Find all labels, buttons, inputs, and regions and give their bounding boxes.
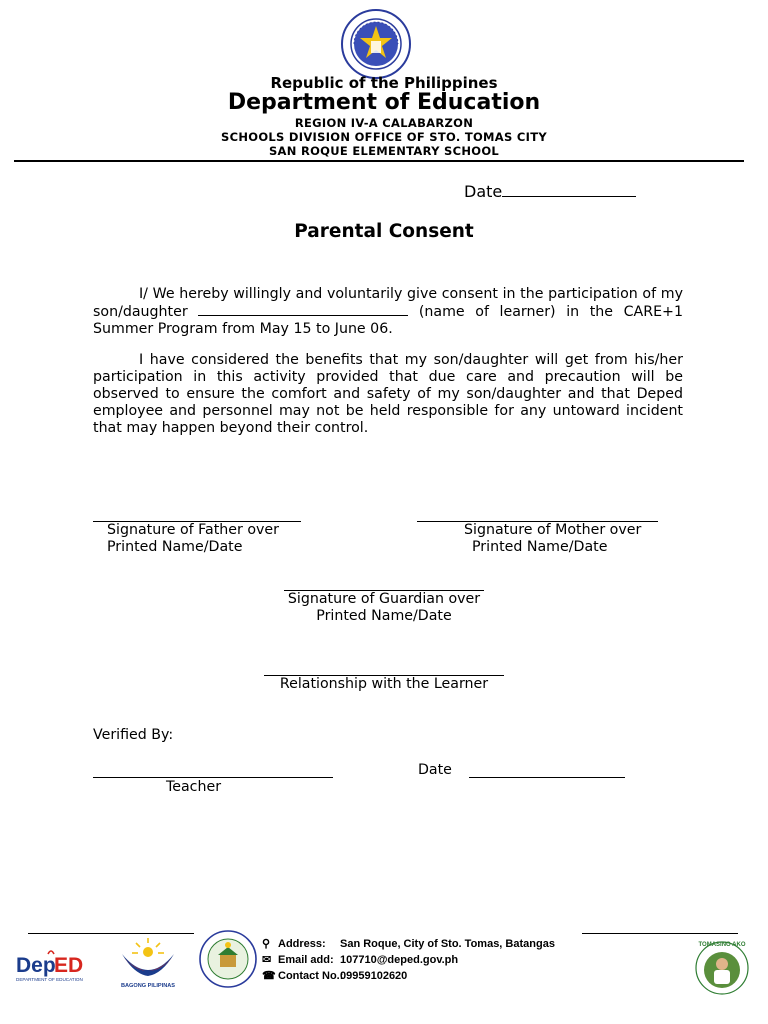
guardian-caption-line1: Signature of Guardian over bbox=[287, 591, 481, 607]
tomasino-ako-logo bbox=[694, 936, 750, 1000]
deped-logo-icon bbox=[14, 948, 96, 984]
mother-caption-line1: Signature of Mother over bbox=[464, 522, 642, 538]
deped-logo bbox=[14, 948, 96, 984]
email-value[interactable]: 107710@deped.gov.ph bbox=[340, 954, 459, 966]
date-field bbox=[464, 182, 636, 201]
tomasino-ako-icon bbox=[694, 936, 750, 1000]
guardian-signature-caption bbox=[0, 591, 768, 625]
verified-date-line[interactable] bbox=[469, 777, 625, 778]
school-heading: SAN ROQUE ELEMENTARY SCHOOL bbox=[268, 144, 500, 158]
school-seal-icon bbox=[198, 929, 258, 989]
verified-date-label: Date bbox=[418, 762, 452, 778]
region-heading: REGION IV-A CALABARZON bbox=[294, 116, 474, 130]
svg-text:BAGONG PILIPINAS: BAGONG PILIPINAS bbox=[120, 983, 176, 989]
department-heading: Department of Education bbox=[227, 90, 541, 115]
father-signature-caption bbox=[107, 522, 279, 556]
address-row bbox=[262, 936, 555, 952]
address-label: Address: bbox=[278, 938, 326, 950]
bagong-pilipinas-icon bbox=[110, 934, 186, 990]
consent-paragraph-1 bbox=[93, 286, 683, 338]
relationship-caption: Relationship with the Learner bbox=[279, 676, 489, 692]
phone-icon: ☎ bbox=[262, 970, 276, 982]
footer-right-line bbox=[582, 933, 738, 934]
svg-text:TOMASINO AKO: TOMASINO AKO bbox=[698, 942, 746, 948]
paragraph2-text: I have considered the benefits that my son/daughter will get from his/her participation in this activity provided that due care and precaution will be observed to ensure the comfort and safety of my son/daughter and that Deped employee and personnel may not be held responsible for any untoward incident that may happen beyond their control. bbox=[93, 352, 683, 436]
learner-name-blank[interactable] bbox=[198, 303, 408, 316]
email-row bbox=[262, 952, 555, 968]
deped-seal-logo bbox=[340, 8, 412, 80]
teacher-caption: Teacher bbox=[166, 779, 222, 795]
guardian-caption-line2: Printed Name/Date bbox=[316, 608, 452, 624]
email-icon: ✉ bbox=[262, 954, 272, 966]
svg-text:Dep: Dep bbox=[16, 954, 56, 977]
father-caption-line1: Signature of Father over bbox=[107, 522, 279, 538]
contact-value: 09959102620 bbox=[340, 970, 408, 982]
bagong-pilipinas-logo bbox=[110, 934, 186, 990]
document-title: Parental Consent bbox=[294, 221, 474, 242]
email-label: Email add: bbox=[278, 954, 334, 966]
contact-label: Contact No.: bbox=[278, 970, 344, 982]
svg-text:ED: ED bbox=[54, 954, 84, 977]
header-divider bbox=[14, 160, 744, 162]
location-pin-icon: ⚲ bbox=[262, 938, 271, 950]
teacher-signature-line[interactable] bbox=[93, 777, 333, 778]
father-caption-line2: Printed Name/Date bbox=[107, 539, 243, 555]
consent-paragraph-2 bbox=[93, 352, 683, 437]
division-heading: SCHOOLS DIVISION OFFICE OF STO. TOMAS CITY bbox=[221, 130, 547, 144]
svg-text:DEPARTMENT OF EDUCATION: DEPARTMENT OF EDUCATION bbox=[16, 977, 83, 982]
mother-caption-line2: Printed Name/Date bbox=[472, 539, 608, 555]
contact-row bbox=[262, 968, 555, 984]
date-blank-line[interactable] bbox=[502, 182, 636, 197]
verified-by-label: Verified By: bbox=[93, 727, 174, 743]
paragraph1-part2: (name of learner) in the CARE+1 Summer Program from May 15 to June 06. bbox=[93, 304, 683, 337]
date-label: Date bbox=[464, 182, 503, 201]
republic-heading: Republic of the Philippines bbox=[270, 74, 498, 92]
address-value: San Roque, City of Sto. Tomas, Batangas bbox=[340, 938, 555, 950]
paragraph1-part1: I/ We hereby willingly and voluntarily give consent in the participation of my son/daughter bbox=[93, 286, 683, 320]
mother-signature-caption bbox=[464, 522, 641, 556]
school-seal-logo bbox=[198, 929, 258, 989]
contact-info bbox=[262, 936, 555, 984]
